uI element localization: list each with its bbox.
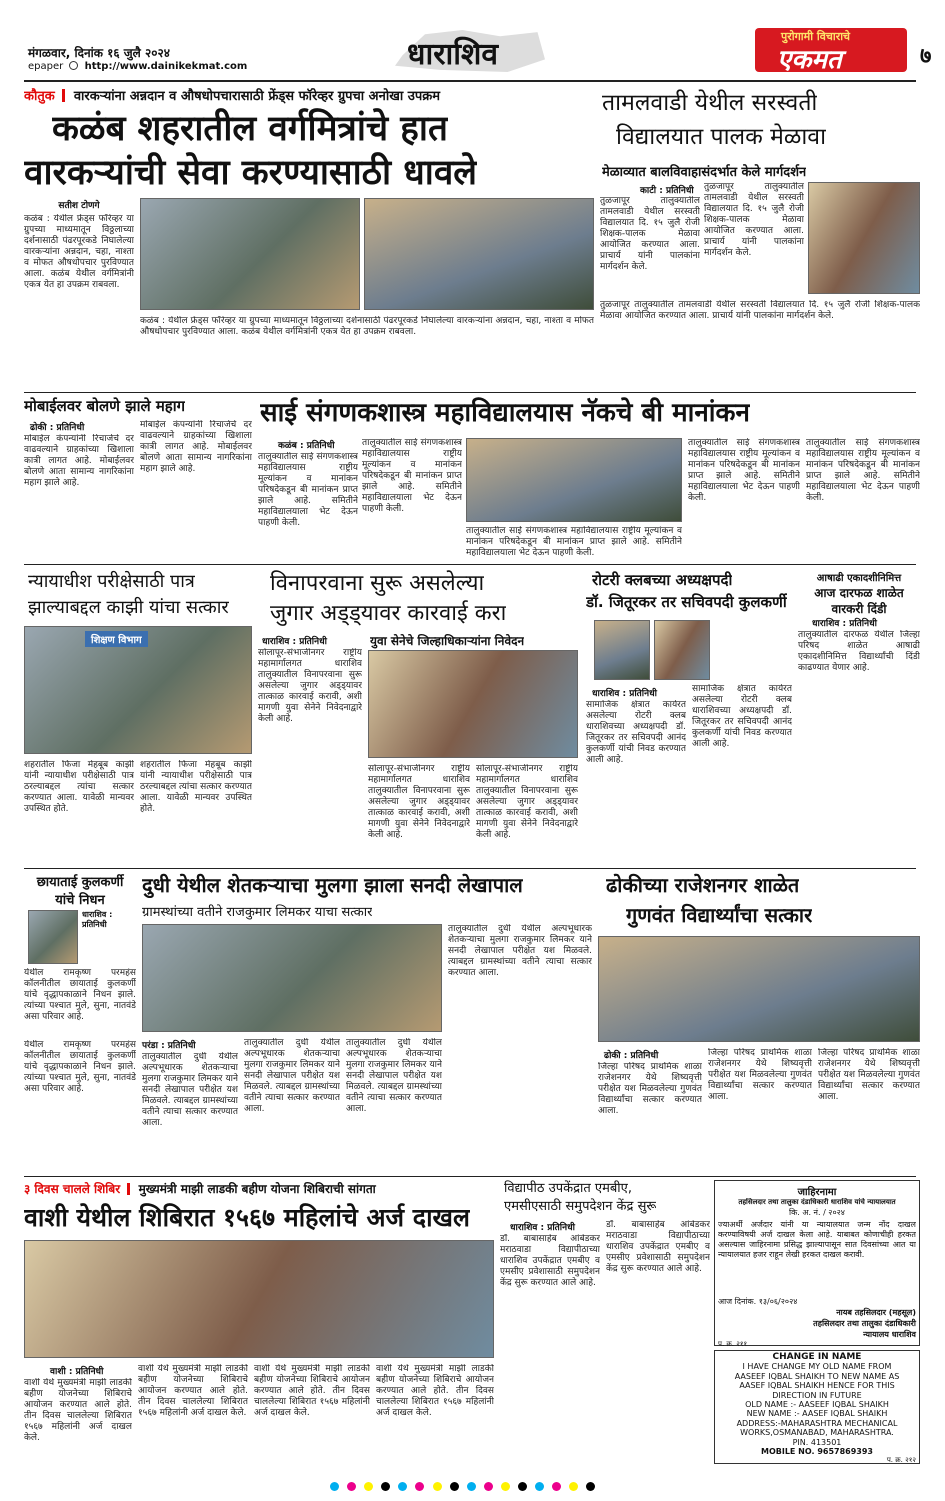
story8-headline-1: आषाढी एकादशीनिमित्त — [816, 573, 902, 584]
story10-body: तालुक्यातील दुधी येथील अल्पभूधारक शेतकऱ्याचा मुलगा राजकुमार लिमकर याने सनदी लेखापाल परीक्षेत यश मिळवले. त्याबद्दल ग्रामस्थांच्या वतीने त्याचा सत्कार करण्यात आला. — [142, 1052, 238, 1128]
story11-photo — [598, 936, 920, 1042]
website-link[interactable]: http://www.dainikekmat.com — [84, 61, 248, 72]
yellow-mark — [501, 1482, 510, 1491]
section-rule-2 — [24, 564, 916, 565]
paper-tagline: पुरोगामी विचाराचे — [781, 30, 851, 43]
story7-photo-secretary — [654, 620, 710, 680]
obituary-photo — [28, 910, 78, 964]
story3-body-col2: मोबाईल कंपन्यांनी रिचार्जचे दर वाढवल्याने ग्राहकांच्या खिशाला कात्री लागत आहे. मोबाईलवर बोलणे आता सामान्य नागरिकांना महाग झाले आहे. — [140, 420, 252, 474]
story12-kicker-text: मुख्यमंत्री माझी लाडकी बहीण योजना शिबिराची सांगता — [138, 1182, 376, 1196]
black-mark — [586, 1482, 595, 1491]
story12-kicker — [24, 1180, 494, 1198]
yellow-mark — [433, 1482, 442, 1491]
story12-photo — [24, 1240, 494, 1358]
lead-story — [24, 86, 594, 388]
notice2-line9: PIN. 413501 — [792, 1437, 842, 1447]
story-rotary — [586, 568, 792, 864]
story12-kicker-divider — [127, 1183, 130, 1195]
story10-photo — [142, 924, 442, 1032]
story6-byline: धाराशिव : प्रतिनिधी — [262, 637, 327, 647]
story13-byline: धाराशिव : प्रतिनिधी — [510, 1223, 575, 1233]
story5-headline-2: झाल्याबद्दल काझी यांचा सत्कार — [28, 597, 229, 618]
story2-photo — [808, 182, 920, 294]
notice1-sign3: न्यायालय धाराशिव — [863, 1330, 916, 1339]
notice2-line6: NEW NAME :- AASEF IQBAL SHAIKH — [746, 1409, 888, 1419]
story2-byline: काटी : प्रतिनिधी — [640, 186, 694, 196]
name-change-notice — [714, 1350, 920, 1464]
story7-byline: धाराशिव : प्रतिनिधी — [592, 689, 657, 699]
notice1-body: ज्याअर्थी अर्जदार यांनी या न्यायालयात जन्म नोंद दाखल करण्याविषयी अर्ज दाखल केला आहे. याबाबत कोणाचीही हरकत असल्यास जाहिरनामा प्रसिद्ध झाल्यापासून सात दिवसांच्या आत या न्यायालयात हजर राहून लेखी हरकत दाखल करावी. — [718, 1220, 916, 1259]
black-mark — [518, 1482, 527, 1491]
story10-headline: दुधी येथील शेतकऱ्याचा मुलगा झाला सनदी लेखापाल — [142, 873, 523, 897]
story4-body: तालुक्यातील साई संगणकशास्त्र महाविद्यालयास राष्ट्रीय मूल्यांकन व मानांकन परिषदेकडून बी मानांकन प्राप्त झाले आहे. समितीने महाविद्यालयाला भेट देऊन पाहणी केली. — [258, 452, 358, 528]
story8-headline-2: आज दारफळ शाळेत — [814, 586, 904, 600]
lead-body-continued: कळंब : येथील फ्रेंड्स फॉरेव्हर या ग्रुपच्या माध्यमातून विठ्ठलाच्या दर्शनासाठी पंढरपूरकडे निघालेल्या वारकऱ्यांना अन्नदान, चहा, नाश्ता व मोफत औषधोपचार पुरविण्यात आला. कळंब येथील वर्गमित्रांनी एकत्र येत हा उपक्रम राबवला. — [140, 316, 594, 337]
story-washi — [24, 1180, 494, 1462]
magenta-mark — [347, 1482, 356, 1491]
legal-notice — [714, 1180, 920, 1346]
page-number: ७ — [920, 44, 932, 69]
story6-body-col3: सोलापूर-संभाजीनगर राष्ट्रीय महामार्गालगत धाराशिव तालुक्यातील विनापरवाना सुरू असलेल्या जुगार अड्ड्यावर तात्काळ कारवाई करावी, अशी मागणी युवा सेनेने निवेदनाद्वारे केली आहे. — [476, 764, 578, 840]
story8-byline: धाराशिव : प्रतिनिधी — [812, 619, 877, 629]
story6-subhead: युवा सेनेचे जिल्हाधिकाऱ्यांना निवेदन — [370, 634, 525, 648]
notice1-title: जाहिरनामा — [797, 1187, 837, 1198]
story3-headline: मोबाईलवर बोलणे झाले महाग — [24, 397, 186, 415]
story9-byline: धाराशिव : प्रतिनिधी — [82, 910, 113, 929]
story5-body-col2: शहरातील फिजा मेहबूब काझी यांनी न्यायाधीश परीक्षेसाठी पात्र ठरल्याबद्दल त्यांचा सत्कार करण्यात आला. यावेळी मान्यवर उपस्थित होते. — [140, 760, 252, 814]
kicker-text: वारकऱ्यांना अन्नदान व औषधोपचारासाठी फ्रेंड्स फॉरेव्हर ग्रुपचा अनोखा उपक्रम — [73, 89, 440, 104]
notice2-line7: ADDRESS:-MAHARASHTRA MECHANICAL — [736, 1418, 898, 1428]
story-tamalwadi — [600, 86, 920, 388]
story8-body: तालुक्यातील दारफळ येथील जिल्हा परिषद शाळेत आषाढी एकादशीनिमित्त विद्यार्थ्यांची दिंडी काढण्यात येणार आहे. — [798, 630, 920, 673]
story6-body: सोलापूर-संभाजीनगर राष्ट्रीय महामार्गालगत धाराशिव तालुक्यातील विनापरवाना सुरू असलेल्या जुगार अड्ड्यावर तात्काळ कारवाई करावी, अशी मागणी युवा सेनेने निवेदनाद्वारे केली आहे. — [258, 648, 362, 724]
notice2-line8: WORKS,OSMANABAD, MAHARASHTRA. — [740, 1428, 894, 1438]
cyan-mark — [330, 1482, 339, 1491]
story4-byline: कळंब : प्रतिनिधी — [278, 441, 335, 451]
black-mark — [381, 1482, 390, 1491]
lead-photo-2 — [364, 198, 594, 310]
magenta-mark — [415, 1482, 424, 1491]
section-rule-1 — [24, 392, 916, 393]
story12-body-col3: वाशी येथे मुख्यमंत्री माझी लाडकी बहीण योजनेच्या शिबिराचे आयोजन करण्यात आले होते. तीन दिवस चाललेल्या शिबिरात १५६७ महिलांनी अर्ज दाखल केले. — [254, 1364, 370, 1418]
issue-date: मंगळवार, दिनांक १६ जुलै २०२४ — [28, 46, 170, 60]
story5-banner: शिक्षण विभाग — [85, 631, 148, 647]
story10-subhead: ग्रामस्थांच्या वतीने राजकुमार लिमकर याचा सत्कार — [142, 905, 373, 920]
lead-text-column — [24, 198, 134, 386]
paper-name: एकमत — [777, 45, 842, 75]
story13-body: डॉ. बाबासाहेब आंबेडकर मराठवाडा विद्यापीठाच्या धाराशिव उपकेंद्रात एमबीए व एमसीए प्रवेशासाठी समुपदेशन केंद्र सुरू करण्यात आले आहे. — [500, 1234, 600, 1288]
story3-body: मोबाईल कंपन्यांनी रिचार्जचे दर वाढवल्याने ग्राहकांच्या खिशाला कात्री लागत आहे. मोबाईलवर बोलणे आता सामान्य नागरिकांना महाग झाले आहे. — [24, 434, 134, 488]
story-mobile — [24, 396, 252, 560]
story12-headline: वाशी येथील शिबिरात १५६७ महिलांचे अर्ज दाखल — [24, 1203, 470, 1232]
story-kazi — [24, 568, 252, 864]
kicker-label: कौतुक — [24, 89, 55, 104]
story9-body-continued: येथील रामकृष्ण परमहंस कॉलनीतील छायाताई कुलकर्णी यांचे वृद्धापकाळाने निधन झाले. त्यांच्या पश्चात मुले, सुना, नातवंडे असा परिवार आहे. — [24, 1040, 136, 1094]
story11-headline-2: गुणवंत विद्यार्थ्यांचा सत्कार — [626, 903, 813, 927]
story2-body-lower: तुळजापूर तालुक्यातील तामलवाडी येथील सरस्वती विद्यालयात दि. १५ जुलै रोजी शिक्षक-पालक मेळावा आयोजित करण्यात आला. प्राचार्य यांनी पालकांना मार्गदर्शन केले. — [600, 300, 920, 321]
story7-body: सामाजिक क्षेत्रात कार्यरत असलेल्या रोटरी क्लब धाराशिवच्या अध्यक्षपदी डॉ. जितूरकर तर सचिवपदी आनंद कुलकर्णी यांची निवड करण्यात आली आहे. — [586, 700, 686, 765]
story11-headline-1: ढोकीच्या राजेशनगर शाळेत — [606, 873, 800, 897]
notice2-line5: OLD NAME :- AASEEF IQBAL SHAIKH — [745, 1400, 889, 1410]
story7-headline-2: डॉ. जितूरकर तर सचिवपदी कुलकर्णी — [586, 593, 787, 611]
story3-byline: ढोकी : प्रतिनिधी — [30, 423, 85, 433]
story12-body-col4: वाशी येथे मुख्यमंत्री माझी लाडकी बहीण योजनेच्या शिबिराचे आयोजन करण्यात आले होते. तीन दिवस चाललेल्या शिबिरात १५६७ महिलांनी अर्ज दाखल केले. — [376, 1364, 494, 1418]
notice1-subtitle: तहसिलदार तथा तालुका दंडाधिकारी धाराशिव यांचे न्यायालयात — [738, 1198, 896, 1206]
epaper-text: epaper — [28, 61, 64, 72]
notice2-line10: MOBILE NO. 9657869393 — [761, 1447, 873, 1457]
magenta-mark — [552, 1482, 561, 1491]
masthead — [0, 0, 945, 82]
story7-headline-1: रोटरी क्लबच्या अध्यक्षपदी — [592, 571, 733, 589]
lead-kicker — [24, 86, 594, 106]
story2-body: तुळजापूर तालुक्यातील तामलवाडी येथील सरस्वती विद्यालयात दि. १५ जुलै रोजी शिक्षक-पालक मेळावा आयोजित करण्यात आला. प्राचार्य यांनी पालकांना मार्गदर्शन केले. — [600, 196, 700, 272]
lead-photo-1 — [140, 198, 360, 310]
cyan-mark — [398, 1482, 407, 1491]
story12-kicker-label: ३ दिवस चालले शिबिर — [24, 1182, 121, 1196]
notice1-date: आज दिनांक. १३/०६/२०२४ — [718, 1297, 798, 1306]
story9-headline-1: छायाताई कुलकर्णी — [36, 875, 124, 890]
cyan-mark — [535, 1482, 544, 1491]
epaper-label — [28, 61, 247, 72]
story10-body-col2: तालुक्यातील दुधी येथील अल्पभूधारक शेतकऱ्याचा मुलगा राजकुमार लिमकर याने सनदी लेखापाल परीक्षेत यश मिळवले. त्याबद्दल ग्रामस्थांच्या वतीने त्याचा सत्कार करण्यात आला. — [244, 1038, 340, 1114]
section-title: धाराशिव — [407, 37, 499, 72]
section-logo — [395, 30, 545, 72]
story13-headline-2: एमसीएसाठी समुपदेशन केंद्र सुरू — [504, 1199, 657, 1214]
notice1-case: कि. अ. नं. / २०२४ — [789, 1208, 845, 1217]
story6-headline-2: जुगार अड्ड्यावर कारवाई करा — [270, 601, 507, 626]
masthead-rule — [24, 80, 916, 82]
story-ashadhi — [798, 568, 920, 864]
notice1-sign2: तहसिलदार तथा तालुका दंडाधिकारी — [813, 1319, 916, 1328]
story-obituary — [24, 872, 136, 1036]
story6-body-col2: सोलापूर-संभाजीनगर राष्ट्रीय महामार्गालगत धाराशिव तालुक्यातील विनापरवाना सुरू असलेल्या जुगार अड्ड्यावर तात्काळ कारवाई करावी, अशी मागणी युवा सेनेने निवेदनाद्वारे केली आहे. — [368, 764, 470, 840]
paper-logo — [755, 28, 907, 75]
story-dudhi — [142, 872, 592, 1172]
yellow-mark — [364, 1482, 373, 1491]
story-naac — [258, 396, 920, 560]
story9-body: येथील रामकृष्ण परमहंस कॉलनीतील छायाताई कुलकर्णी यांचे वृद्धापकाळाने निधन झाले. त्यांच्या पश्चात मुले, सुना, नातवंडे असा परिवार आहे. — [24, 968, 136, 1022]
story8-headline-3: वारकरी दिंडी — [831, 602, 887, 616]
globe-icon — [69, 61, 78, 70]
story10-body-col3: तालुक्यातील दुधी येथील अल्पभूधारक शेतकऱ्याचा मुलगा राजकुमार लिमकर याने सनदी लेखापाल परीक्षेत यश मिळवले. त्याबद्दल ग्रामस्थांच्या वतीने त्याचा सत्कार करण्यात आला. — [346, 1038, 442, 1114]
story5-body: शहरातील फिजा मेहबूब काझी यांनी न्यायाधीश परीक्षेसाठी पात्र ठरल्याबद्दल त्यांचा सत्कार करण्यात आला. यावेळी मान्यवर उपस्थित होते. — [24, 760, 134, 814]
story10-byline: परंडा : प्रतिनिधी — [142, 1041, 196, 1051]
registration-marks — [330, 1476, 620, 1490]
story-vidyapeeth — [500, 1180, 710, 1462]
story4-headline: साई संगणकशास्त्र महाविद्यालयास नॅकचे बी मानांकन — [260, 398, 750, 428]
story11-body-col2: जिल्हा परिषद प्राथमिक शाळा राजेशनगर येथे शिष्यवृत्ती परीक्षेत यश मिळवलेल्या गुणवंत विद्यार्थ्यांचा सत्कार करण्यात आला. — [708, 1048, 812, 1102]
notice2-line1: I HAVE CHANGE MY OLD NAME FROM — [742, 1362, 892, 1372]
story11-body-col3: जिल्हा परिषद प्राथमिक शाळा राजेशनगर येथे शिष्यवृत्ती परीक्षेत यश मिळवलेल्या गुणवंत विद्यार्थ्यांचा सत्कार करण्यात आला. — [818, 1048, 920, 1102]
story4-body-col2: तालुक्यातील साई संगणकशास्त्र महाविद्यालयास राष्ट्रीय मूल्यांकन व मानांकन परिषदेकडून बी मानांकन प्राप्त झाले आहे. समितीने महाविद्यालयाला भेट देऊन पाहणी केली. — [362, 438, 462, 514]
story12-body: वाशी येथे मुख्यमंत्री माझी लाडकी बहीण योजनेच्या शिबिराचे आयोजन करण्यात आले होते. तीन दिवस चाललेल्या शिबिरात १५६७ महिलांनी अर्ज दाखल केले. — [24, 1378, 132, 1443]
cyan-mark — [467, 1482, 476, 1491]
story2-headline-1: तामलवाडी येथील सरस्वती — [602, 90, 818, 116]
magenta-mark — [484, 1482, 493, 1491]
story-rajeshnagar — [598, 872, 920, 1172]
story11-body: जिल्हा परिषद प्राथमिक शाळा राजेशनगर येथे शिष्यवृत्ती परीक्षेत यश मिळवलेल्या गुणवंत विद्यार्थ्यांचा सत्कार करण्यात आला. — [598, 1062, 702, 1116]
yellow-mark — [569, 1482, 578, 1491]
story12-body-col2: वाशी येथे मुख्यमंत्री माझी लाडकी बहीण योजनेच्या शिबिराचे आयोजन करण्यात आले होते. तीन दिवस चाललेल्या शिबिरात १५६७ महिलांनी अर्ज दाखल केले. — [138, 1364, 248, 1418]
story13-headline-1: विद्यापीठ उपकेंद्रात एमबीए, — [504, 1181, 632, 1196]
story4-body-col3: तालुक्यातील साई संगणकशास्त्र महाविद्यालयास राष्ट्रीय मूल्यांकन व मानांकन परिषदेकडून बी मानांकन प्राप्त झाले आहे. समितीने महाविद्यालयाला भेट देऊन पाहणी केली. — [466, 526, 682, 558]
notice1-ref: प. क्र. २११ — [718, 1340, 748, 1348]
story4-photo — [466, 438, 682, 522]
story7-photo-president — [594, 620, 650, 680]
story5-photo — [24, 626, 252, 754]
story10-body-col4: तालुक्यातील दुधी येथील अल्पभूधारक शेतकऱ्याचा मुलगा राजकुमार लिमकर याने सनदी लेखापाल परीक्षेत यश मिळवले. त्याबद्दल ग्रामस्थांच्या वतीने त्याचा सत्कार करण्यात आला. — [448, 924, 592, 978]
notice2-line3: AASEF IQBAL SHAIKH HENCE FOR THIS — [739, 1381, 895, 1391]
story13-body-col2: डॉ. बाबासाहेब आंबेडकर मराठवाडा विद्यापीठाच्या धाराशिव उपकेंद्रात एमबीए व एमसीए प्रवेशासाठी समुपदेशन केंद्र सुरू करण्यात आले आहे. — [606, 1220, 710, 1274]
lead-headline-1: कळंब शहरातील वर्गमित्रांचे हात — [52, 109, 448, 149]
lead-headline-2: वारकऱ्यांची सेवा करण्यासाठी धावले — [24, 153, 478, 193]
story6-photo — [368, 650, 578, 758]
story11-byline: ढोकी : प्रतिनिधी — [604, 1051, 659, 1061]
story7-body-col2: सामाजिक क्षेत्रात कार्यरत असलेल्या रोटरी क्लब धाराशिवच्या अध्यक्षपदी डॉ. जितूरकर तर सचिवपदी आनंद कुलकर्णी यांची निवड करण्यात आली आहे. — [692, 684, 792, 749]
story-jugar — [258, 568, 578, 864]
notice2-line4: DIRECTION IN FUTURE — [772, 1390, 862, 1400]
story12-byline: वाशी : प्रतिनिधी — [50, 1367, 104, 1377]
kicker-divider — [62, 89, 65, 102]
story4-body-col4: तालुक्यातील साई संगणकशास्त्र महाविद्यालयास राष्ट्रीय मूल्यांकन व मानांकन परिषदेकडून बी मानांकन प्राप्त झाले आहे. समितीने महाविद्यालयाला भेट देऊन पाहणी केली. — [688, 438, 800, 503]
notice2-ref: प. क्र. २१२ — [886, 1456, 916, 1465]
notice2-line2: AASEEF IQBAL SHAIKH TO NEW NAME AS — [734, 1371, 900, 1381]
section-rule-4 — [24, 1176, 916, 1177]
notice2-title: CHANGE IN NAME — [772, 1352, 862, 1362]
story2-subhead: मेळाव्यात बालविवाहासंदर्भात केले मार्गदर्शन — [602, 165, 807, 180]
story6-headline-1: विनापरवाना सुरू असलेल्या — [270, 571, 485, 596]
lead-byline: सतीश टोणगे — [58, 201, 100, 211]
story4-body-col5: तालुक्यातील साई संगणकशास्त्र महाविद्यालयास राष्ट्रीय मूल्यांकन व मानांकन परिषदेकडून बी मानांकन प्राप्त झाले आहे. समितीने महाविद्यालयाला भेट देऊन पाहणी केली. — [806, 438, 920, 503]
notice1-sign1: नायब तहसिलदार (महसूल) — [836, 1308, 916, 1317]
story2-body-col2: तुळजापूर तालुक्यातील तामलवाडी येथील सरस्वती विद्यालयात दि. १५ जुलै रोजी शिक्षक-पालक मेळावा आयोजित करण्यात आला. प्राचार्य यांनी पालकांना मार्गदर्शन केले. — [704, 182, 804, 258]
lead-body: कळंब : येथील फ्रेंड्स फॉरेव्हर या ग्रुपच्या माध्यमातून विठ्ठलाच्या दर्शनासाठी पंढरपूरकडे निघालेल्या वारकऱ्यांना अन्नदान, चहा, नाश्ता व मोफत औषधोपचार पुरविण्यात आला. कळंब येथील वर्गमित्रांनी एकत्र येत हा उपक्रम राबवला. — [24, 214, 134, 290]
black-mark — [450, 1482, 459, 1491]
story2-headline-2: विद्यालयात पालक मेळावा — [616, 124, 827, 150]
story9-headline-2: यांचे निधन — [55, 893, 105, 908]
section-rule-3 — [24, 868, 916, 869]
story5-headline-1: न्यायाधीश परीक्षेसाठी पात्र — [28, 571, 195, 592]
